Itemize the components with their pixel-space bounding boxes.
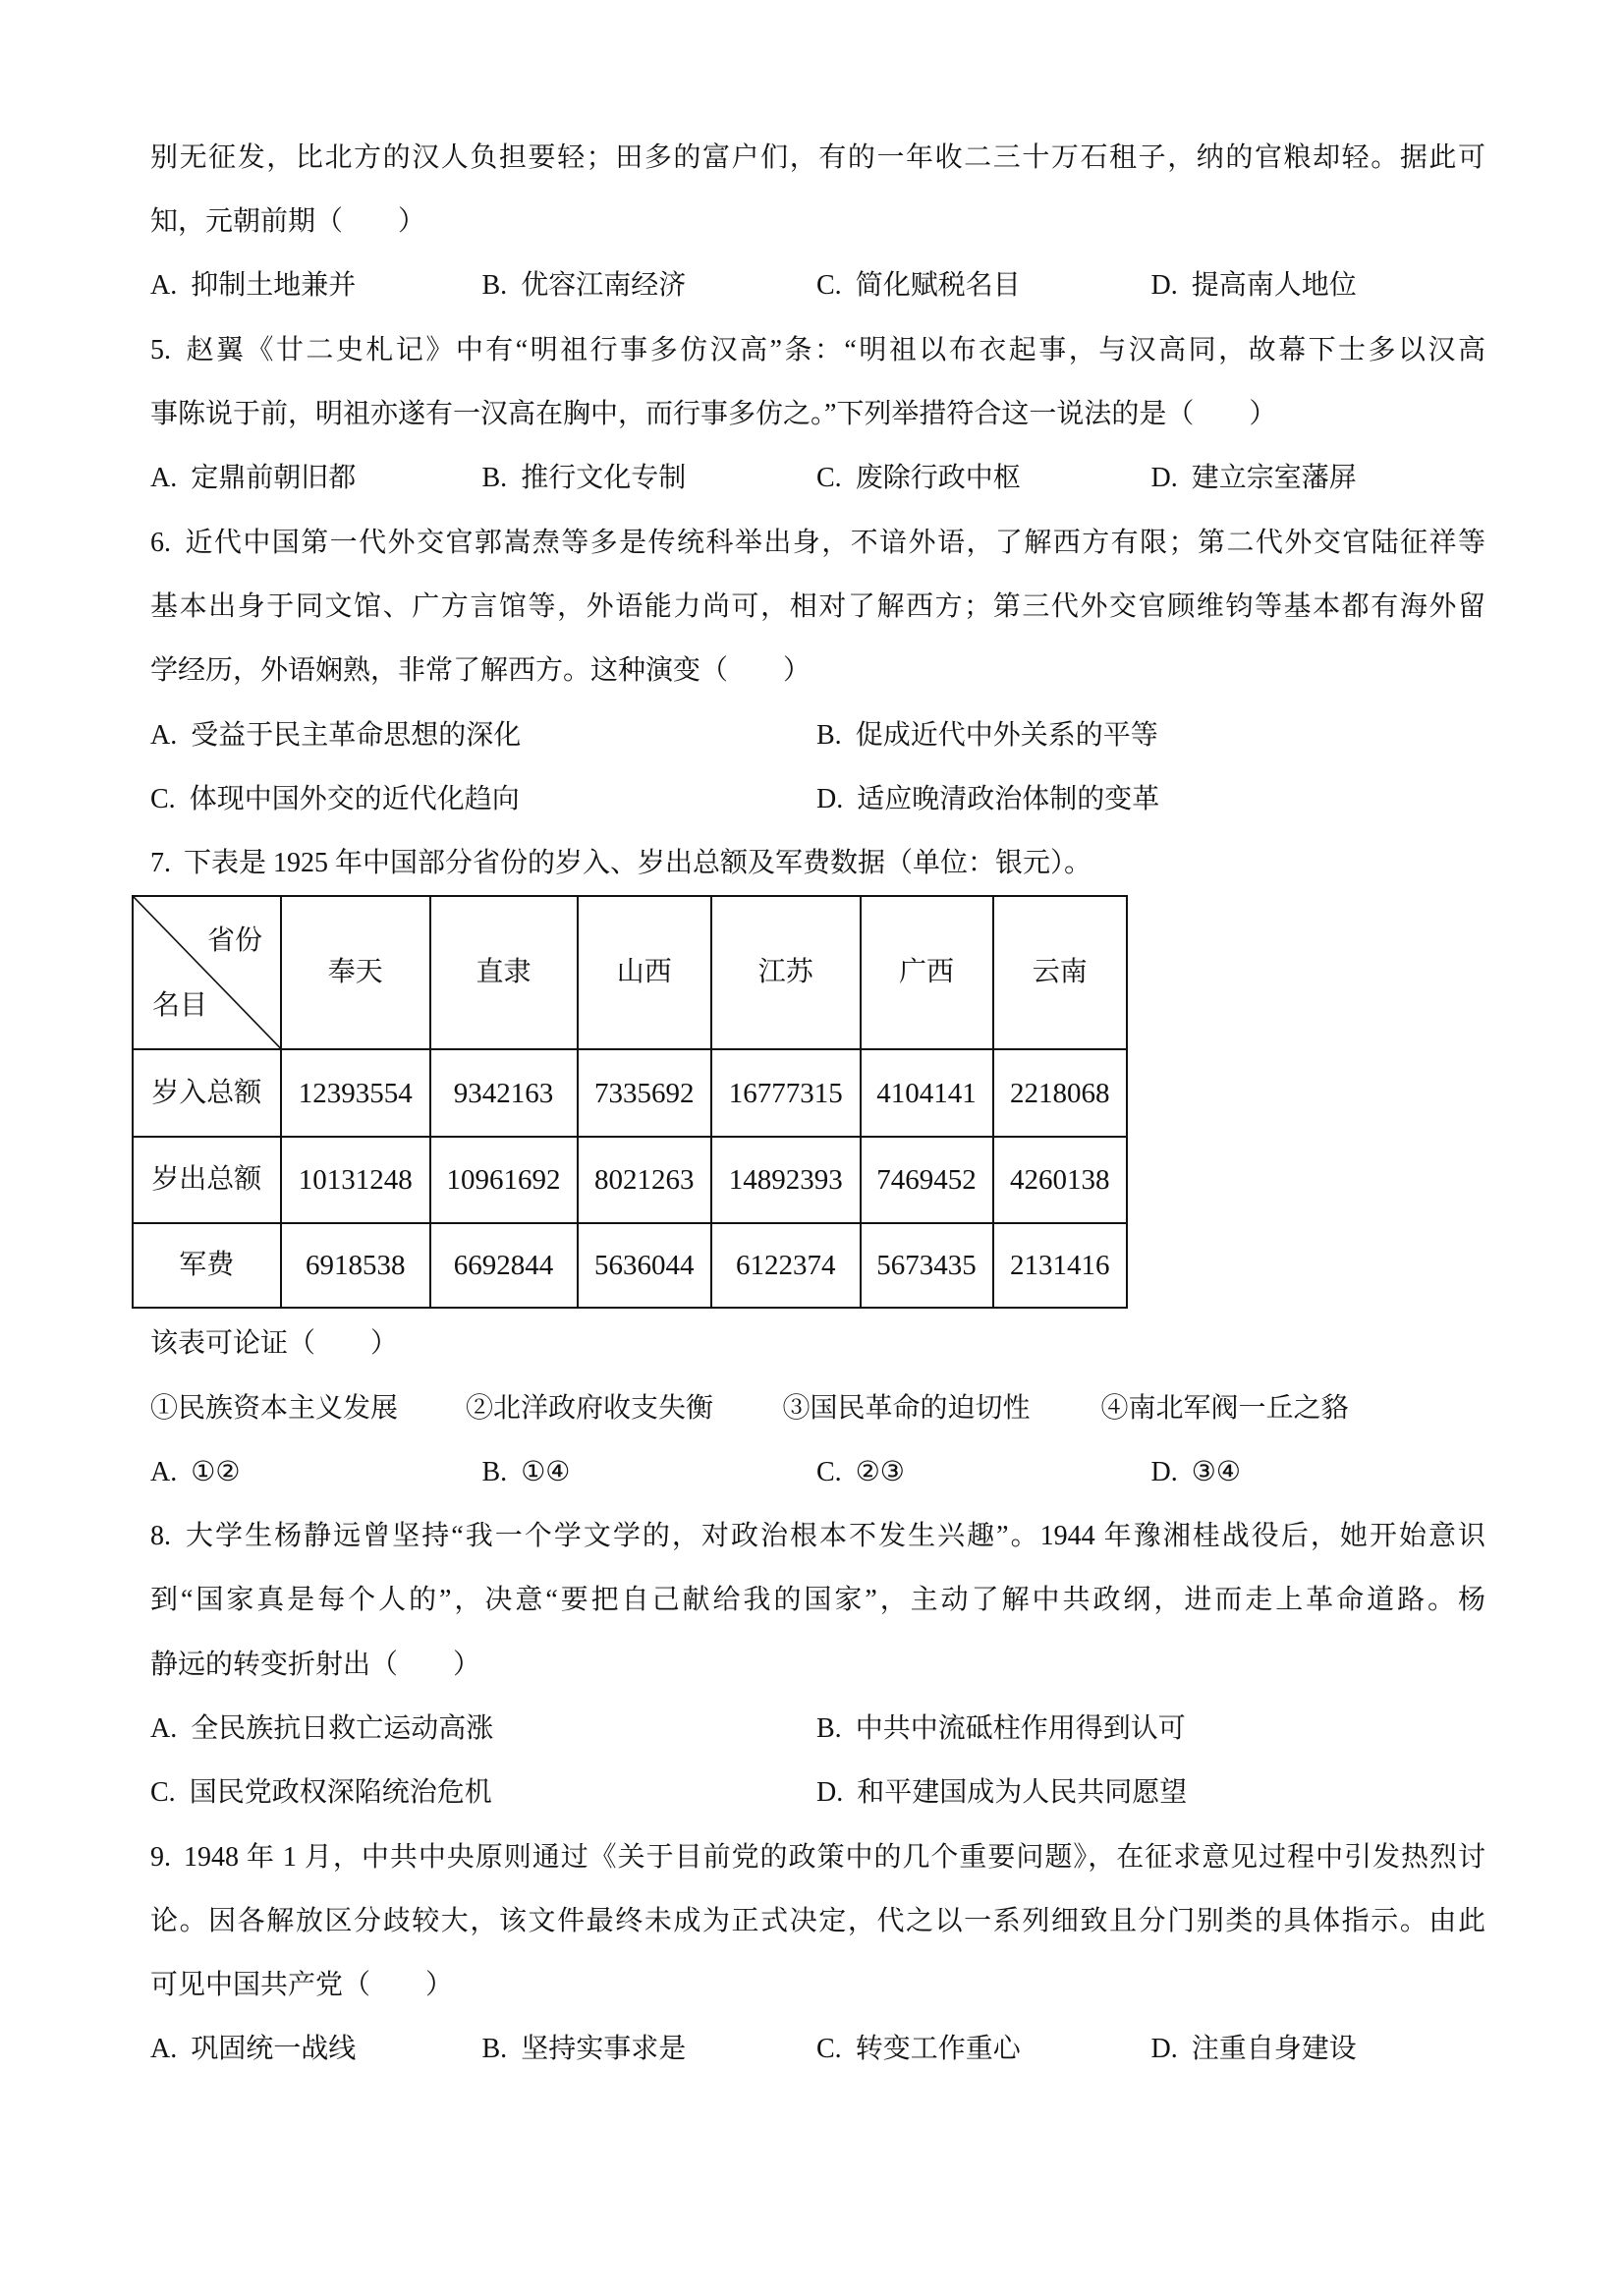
question-stem-line bbox=[150, 831, 1485, 895]
question-4-continued bbox=[150, 126, 1485, 318]
data-table bbox=[132, 895, 1129, 1309]
option-a bbox=[150, 446, 482, 510]
question-stem-text: 近代中国第一代外交官郭嵩焘等多是传统科举出身，不谙外语，了解西方有限；第二代外交官陆征祥等 bbox=[184, 527, 1485, 558]
table-header-cell: 直隶 bbox=[430, 896, 578, 1049]
option-text: ③④ bbox=[1191, 1456, 1241, 1487]
option-d bbox=[1151, 1440, 1486, 1504]
corner-row-label: 名目 bbox=[152, 989, 208, 1021]
table-header-row bbox=[133, 896, 1128, 1049]
option-b bbox=[816, 703, 1485, 767]
statement-item: ②北洋政府收支失衡 bbox=[466, 1392, 714, 1424]
option-c bbox=[150, 767, 816, 831]
table-cell: 16777315 bbox=[711, 1049, 861, 1137]
table-cell: 6122374 bbox=[711, 1223, 861, 1308]
question-stem-text: 下表是 1925 年中国部分省份的岁入、岁出总额及军费数据（单位：银元）。 bbox=[184, 848, 1092, 879]
option-label: C. bbox=[816, 463, 842, 494]
option-label: B. bbox=[816, 719, 842, 751]
table-header-cell: 山西 bbox=[578, 896, 712, 1049]
table-cell: 4104141 bbox=[861, 1049, 993, 1137]
question-8 bbox=[150, 1504, 1485, 1824]
option-label: D. bbox=[816, 1777, 844, 1809]
option-d bbox=[816, 1761, 1485, 1824]
option-text: 注重自身建设 bbox=[1191, 2034, 1357, 2065]
table-cell: 5673435 bbox=[861, 1223, 993, 1308]
option-d bbox=[1151, 446, 1486, 510]
option-label: C. bbox=[816, 1456, 842, 1487]
option-b bbox=[482, 446, 817, 510]
option-b bbox=[482, 1440, 817, 1504]
option-list bbox=[150, 1761, 1485, 1824]
option-c bbox=[816, 253, 1151, 317]
option-text: ②③ bbox=[855, 1456, 905, 1487]
question-6 bbox=[150, 511, 1485, 831]
statement-list bbox=[150, 1376, 1485, 1440]
question-stem-text: 1948 年 1 月，中共中央原则通过《关于目前党的政策中的几个重要问题》，在征求意见过程中引发热烈讨 bbox=[184, 1841, 1485, 1873]
table-cell: 4260138 bbox=[993, 1137, 1128, 1224]
option-list bbox=[150, 446, 1485, 510]
question-stem-line bbox=[150, 1633, 1485, 1697]
question-prompt-text: 该表可论证（ ） bbox=[150, 1328, 399, 1360]
option-label: A. bbox=[150, 1712, 178, 1744]
option-label: A. bbox=[150, 2034, 178, 2065]
table-cell: 14892393 bbox=[711, 1137, 861, 1224]
option-label: A. bbox=[150, 1456, 178, 1487]
option-text: ①④ bbox=[521, 1456, 571, 1487]
option-c bbox=[816, 446, 1151, 510]
option-a bbox=[150, 1697, 816, 1761]
option-text: 简化赋税名目 bbox=[855, 270, 1021, 302]
question-stem-text: 大学生杨静远曾坚持“我一个学文学的，对政治根本不发生兴趣”。1944 年豫湘桂战役后，她开始意识 bbox=[184, 1521, 1485, 1552]
option-list bbox=[150, 1697, 1485, 1761]
option-label: B. bbox=[481, 1456, 508, 1487]
table-row-label: 岁出总额 bbox=[133, 1137, 282, 1224]
table-row bbox=[133, 1223, 1128, 1308]
question-stem-text: 基本出身于同文馆、广方言馆等，外语能力尚可，相对了解西方；第三代外交官顾维钧等基本都有海外留 bbox=[150, 590, 1485, 622]
table-row-label: 岁入总额 bbox=[133, 1049, 282, 1137]
table-cell: 8021263 bbox=[578, 1137, 712, 1224]
option-d bbox=[1151, 2017, 1486, 2081]
table-cell: 5636044 bbox=[578, 1223, 712, 1308]
table-cell: 6918538 bbox=[281, 1223, 430, 1308]
option-text: 和平建国成为人民共同愿望 bbox=[857, 1777, 1188, 1809]
table-cell: 7335692 bbox=[578, 1049, 712, 1137]
table-cell: 9342163 bbox=[430, 1049, 578, 1137]
question-stem-text: 静远的转变折射出（ ） bbox=[150, 1649, 481, 1680]
option-label: B. bbox=[481, 270, 508, 302]
question-stem-text: 论。因各解放区分歧较大，该文件最终未成为正式决定，代之以一系列细致且分门别类的具体指示。由此 bbox=[150, 1905, 1485, 1936]
option-text: 优容江南经济 bbox=[521, 270, 687, 302]
option-text: 坚持实事求是 bbox=[521, 2034, 687, 2065]
option-label: A. bbox=[150, 463, 178, 494]
question-5 bbox=[150, 318, 1485, 511]
option-label: C. bbox=[816, 270, 842, 302]
question-stem-line bbox=[150, 1889, 1485, 1953]
option-text: 推行文化专制 bbox=[521, 463, 687, 494]
option-list bbox=[150, 703, 1485, 767]
question-stem-text: 可见中国共产党（ ） bbox=[150, 1970, 454, 2001]
question-stem-line bbox=[150, 382, 1485, 446]
option-text: 促成近代中外关系的平等 bbox=[855, 719, 1158, 751]
option-d bbox=[816, 767, 1485, 831]
question-stem-line bbox=[150, 1504, 1485, 1568]
option-label: D. bbox=[1150, 270, 1178, 302]
question-stem-line bbox=[150, 1568, 1485, 1632]
option-text: 中共中流砥柱作用得到认可 bbox=[855, 1712, 1186, 1744]
question-stem-line bbox=[150, 1825, 1485, 1889]
option-b bbox=[482, 253, 817, 317]
question-stem-text: 学经历，外语娴熟，非常了解西方。这种演变（ ） bbox=[150, 655, 812, 687]
question-stem-line bbox=[150, 575, 1485, 639]
option-text: ①② bbox=[191, 1456, 241, 1487]
option-list bbox=[150, 1440, 1485, 1504]
question-stem-text: 知，元朝前期（ ） bbox=[150, 206, 426, 238]
option-a bbox=[150, 1440, 482, 1504]
question-number: 7. bbox=[150, 848, 171, 879]
table-header-cell: 江苏 bbox=[711, 896, 861, 1049]
option-b bbox=[816, 1697, 1485, 1761]
option-a bbox=[150, 253, 482, 317]
question-stem-text: 事陈说于前，明祖亦遂有一汉高在胸中，而行事多仿之。”下列举措符合这一说法的是（ ） bbox=[150, 399, 1277, 430]
corner-column-label: 省份 bbox=[206, 925, 262, 957]
table-header-cell: 云南 bbox=[993, 896, 1128, 1049]
table-cell: 10131248 bbox=[281, 1137, 430, 1224]
statement-item: ①民族资本主义发展 bbox=[150, 1392, 399, 1424]
question-stem-text: 别无征发，比北方的汉人负担要轻；田多的富户们，有的一年收二三十万石租子，纳的官粮却轻。据此可 bbox=[150, 141, 1485, 173]
option-label: C. bbox=[150, 783, 176, 814]
option-label: B. bbox=[816, 1712, 842, 1744]
question-number: 9. bbox=[150, 1841, 171, 1873]
option-label: A. bbox=[150, 719, 178, 751]
table-cell: 2131416 bbox=[993, 1223, 1128, 1308]
question-stem-line bbox=[150, 126, 1485, 190]
table-cell: 6692844 bbox=[430, 1223, 578, 1308]
table-header-cell: 奉天 bbox=[281, 896, 430, 1049]
table-cell: 10961692 bbox=[430, 1137, 578, 1224]
option-label: D. bbox=[1150, 1456, 1178, 1487]
table-header-cell: 广西 bbox=[861, 896, 993, 1049]
option-text: 体现中国外交的近代化趋向 bbox=[189, 783, 520, 814]
question-stem-line bbox=[150, 639, 1485, 702]
question-stem-line bbox=[150, 511, 1485, 575]
option-text: 转变工作重心 bbox=[855, 2034, 1021, 2065]
option-text: 巩固统一战线 bbox=[191, 2034, 357, 2065]
statement-item: ④南北军阀一丘之貉 bbox=[1100, 1392, 1349, 1424]
option-label: D. bbox=[1150, 463, 1178, 494]
option-a bbox=[150, 2017, 482, 2081]
question-number: 5. bbox=[150, 334, 171, 365]
question-stem-line bbox=[150, 190, 1485, 253]
option-c bbox=[150, 1761, 816, 1824]
table-row-label: 军费 bbox=[133, 1223, 282, 1308]
option-a bbox=[150, 703, 816, 767]
question-stem-line bbox=[150, 1953, 1485, 2017]
table-cell: 7469452 bbox=[861, 1137, 993, 1224]
question-prompt-line bbox=[150, 1312, 1485, 1375]
table-corner-header bbox=[133, 896, 282, 1049]
option-label: C. bbox=[150, 1777, 176, 1809]
option-text: 适应晚清政治体制的变革 bbox=[857, 783, 1160, 814]
table-cell: 12393554 bbox=[281, 1049, 430, 1137]
option-list bbox=[150, 2017, 1485, 2081]
table-cell: 2218068 bbox=[993, 1049, 1128, 1137]
option-text: 定鼎前朝旧都 bbox=[191, 463, 357, 494]
option-text: 抑制土地兼并 bbox=[191, 270, 357, 302]
question-number: 6. bbox=[150, 527, 171, 558]
table-row bbox=[133, 1049, 1128, 1137]
option-d bbox=[1151, 253, 1486, 317]
question-stem-line bbox=[150, 318, 1485, 382]
option-label: D. bbox=[1150, 2034, 1178, 2065]
option-text: 全民族抗日救亡运动高涨 bbox=[191, 1712, 494, 1744]
question-number: 8. bbox=[150, 1521, 171, 1552]
option-text: 受益于民主革命思想的深化 bbox=[191, 719, 522, 751]
table-row bbox=[133, 1137, 1128, 1224]
question-stem-text: 赵翼《廿二史札记》中有“明祖行事多仿汉高”条：“明祖以布衣起事，与汉高同，故幕下士多以汉高 bbox=[184, 334, 1485, 365]
option-text: 建立宗室藩屏 bbox=[1191, 463, 1357, 494]
option-text: 国民党政权深陷统治危机 bbox=[189, 1777, 492, 1809]
diagonal-line bbox=[134, 897, 281, 1048]
statement-item: ③国民革命的迫切性 bbox=[782, 1392, 1031, 1424]
option-list bbox=[150, 767, 1485, 831]
option-text: 废除行政中枢 bbox=[855, 463, 1021, 494]
option-b bbox=[482, 2017, 817, 2081]
option-label: C. bbox=[816, 2034, 842, 2065]
option-label: B. bbox=[481, 463, 508, 494]
question-9 bbox=[150, 1825, 1485, 2082]
option-list bbox=[150, 253, 1485, 317]
option-c bbox=[816, 1440, 1151, 1504]
question-7 bbox=[150, 831, 1485, 1504]
option-label: A. bbox=[150, 270, 178, 302]
option-c bbox=[816, 2017, 1151, 2081]
option-label: D. bbox=[816, 783, 844, 814]
option-text: 提高南人地位 bbox=[1191, 270, 1357, 302]
option-label: B. bbox=[481, 2034, 508, 2065]
question-stem-text: 到“国家真是每个人的”，决意“要把自己献给我的国家”，主动了解中共政纲，进而走上革命道路。杨 bbox=[150, 1585, 1485, 1616]
